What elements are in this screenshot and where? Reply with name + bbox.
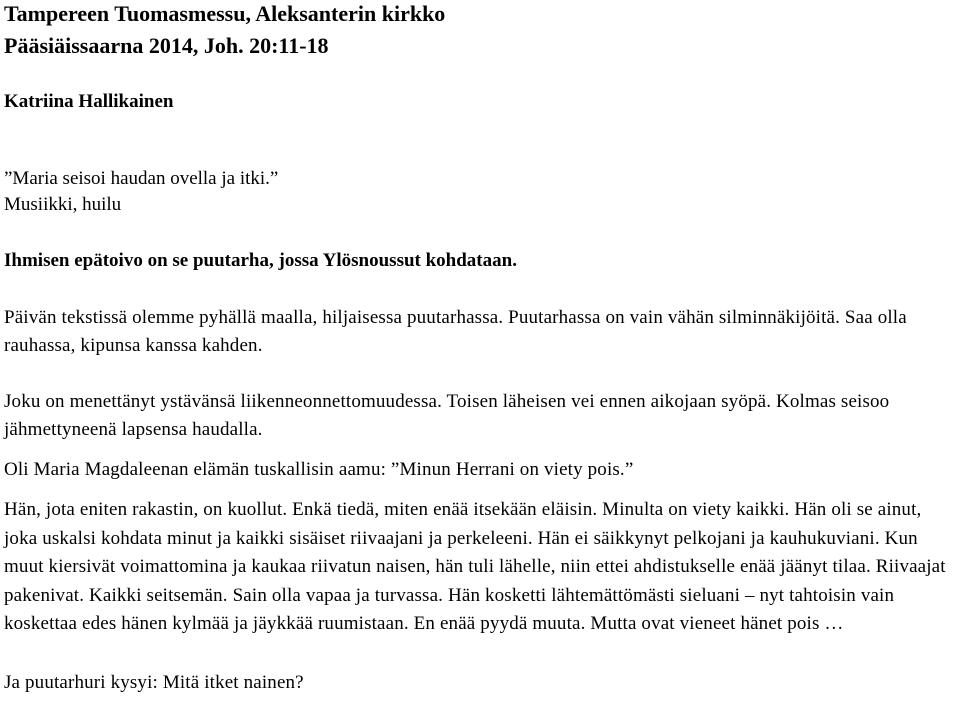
document-subtitle: Pääsiäissaarna 2014, Joh. 20:11-18 [4,33,329,58]
paragraph: Oli Maria Magdaleenan elämän tuskallisin aamu: ”Minun Herrani on viety pois.” [4,459,634,480]
sermon-document [4,0,956,697]
author-name: Katriina Hallikainen [4,91,174,112]
opening-quote-block [4,166,956,218]
document-title: Tampereen Tuomasmessu, Aleksanterin kirkko [4,1,446,26]
paragraph: Hän, jota eniten rakastin, on kuollut. Enkä tiedä, miten enää itsekään eläisin. Minulta on viety kaikki. Hän oli se ainut, joka uskalsi kohdata minut ja kaikki sisäiset riivaajani ja perkeleeni. Hän ei säikkynyt pelkojani ja kauhukuviani. Kun muut kiersivät voimattomina ja kaukaa riivatun naisen, hän tuli lähelle, niin ettei ahdistukselle enää jäänyt tilaa. Riivaajat pakenivat. Kaikki seitsemän. Sain olla vapaa ja turvassa. Hän kosketti lähtemättömästi sieluani – nyt tahtoisin vain koskettaa edes hänen kylmää ja jäykkää ruumistaan. En enää pyydä muuta. Mutta ovat vieneet hänet pois … [4,499,946,634]
paragraph: Päivän tekstissä olemme pyhällä maalla, hiljaisessa puutarhassa. Puutarhassa on vain vähän silminnäkijöitä. Saa olla rauhassa, kipunsa kanssa kahden. [4,307,907,356]
paragraph: Ja puutarhuri kysyi: Mitä itket nainen? [4,671,304,693]
opening-quote: ”Maria seisoi haudan ovella ja itki.” [4,168,279,189]
paragraph: Joku on menettänyt ystävänsä liikenneonnettomuudessa. Toisen läheisen vei ennen aikojaan syöpä. Kolmas seisoo jähmettyneenä lapsensa haudalla. [4,391,890,440]
sermon-heading: Ihmisen epätoivo on se puutarha, jossa Ylösnoussut kohdataan. [4,250,517,271]
music-note: Musiikki, huilu [4,194,122,215]
